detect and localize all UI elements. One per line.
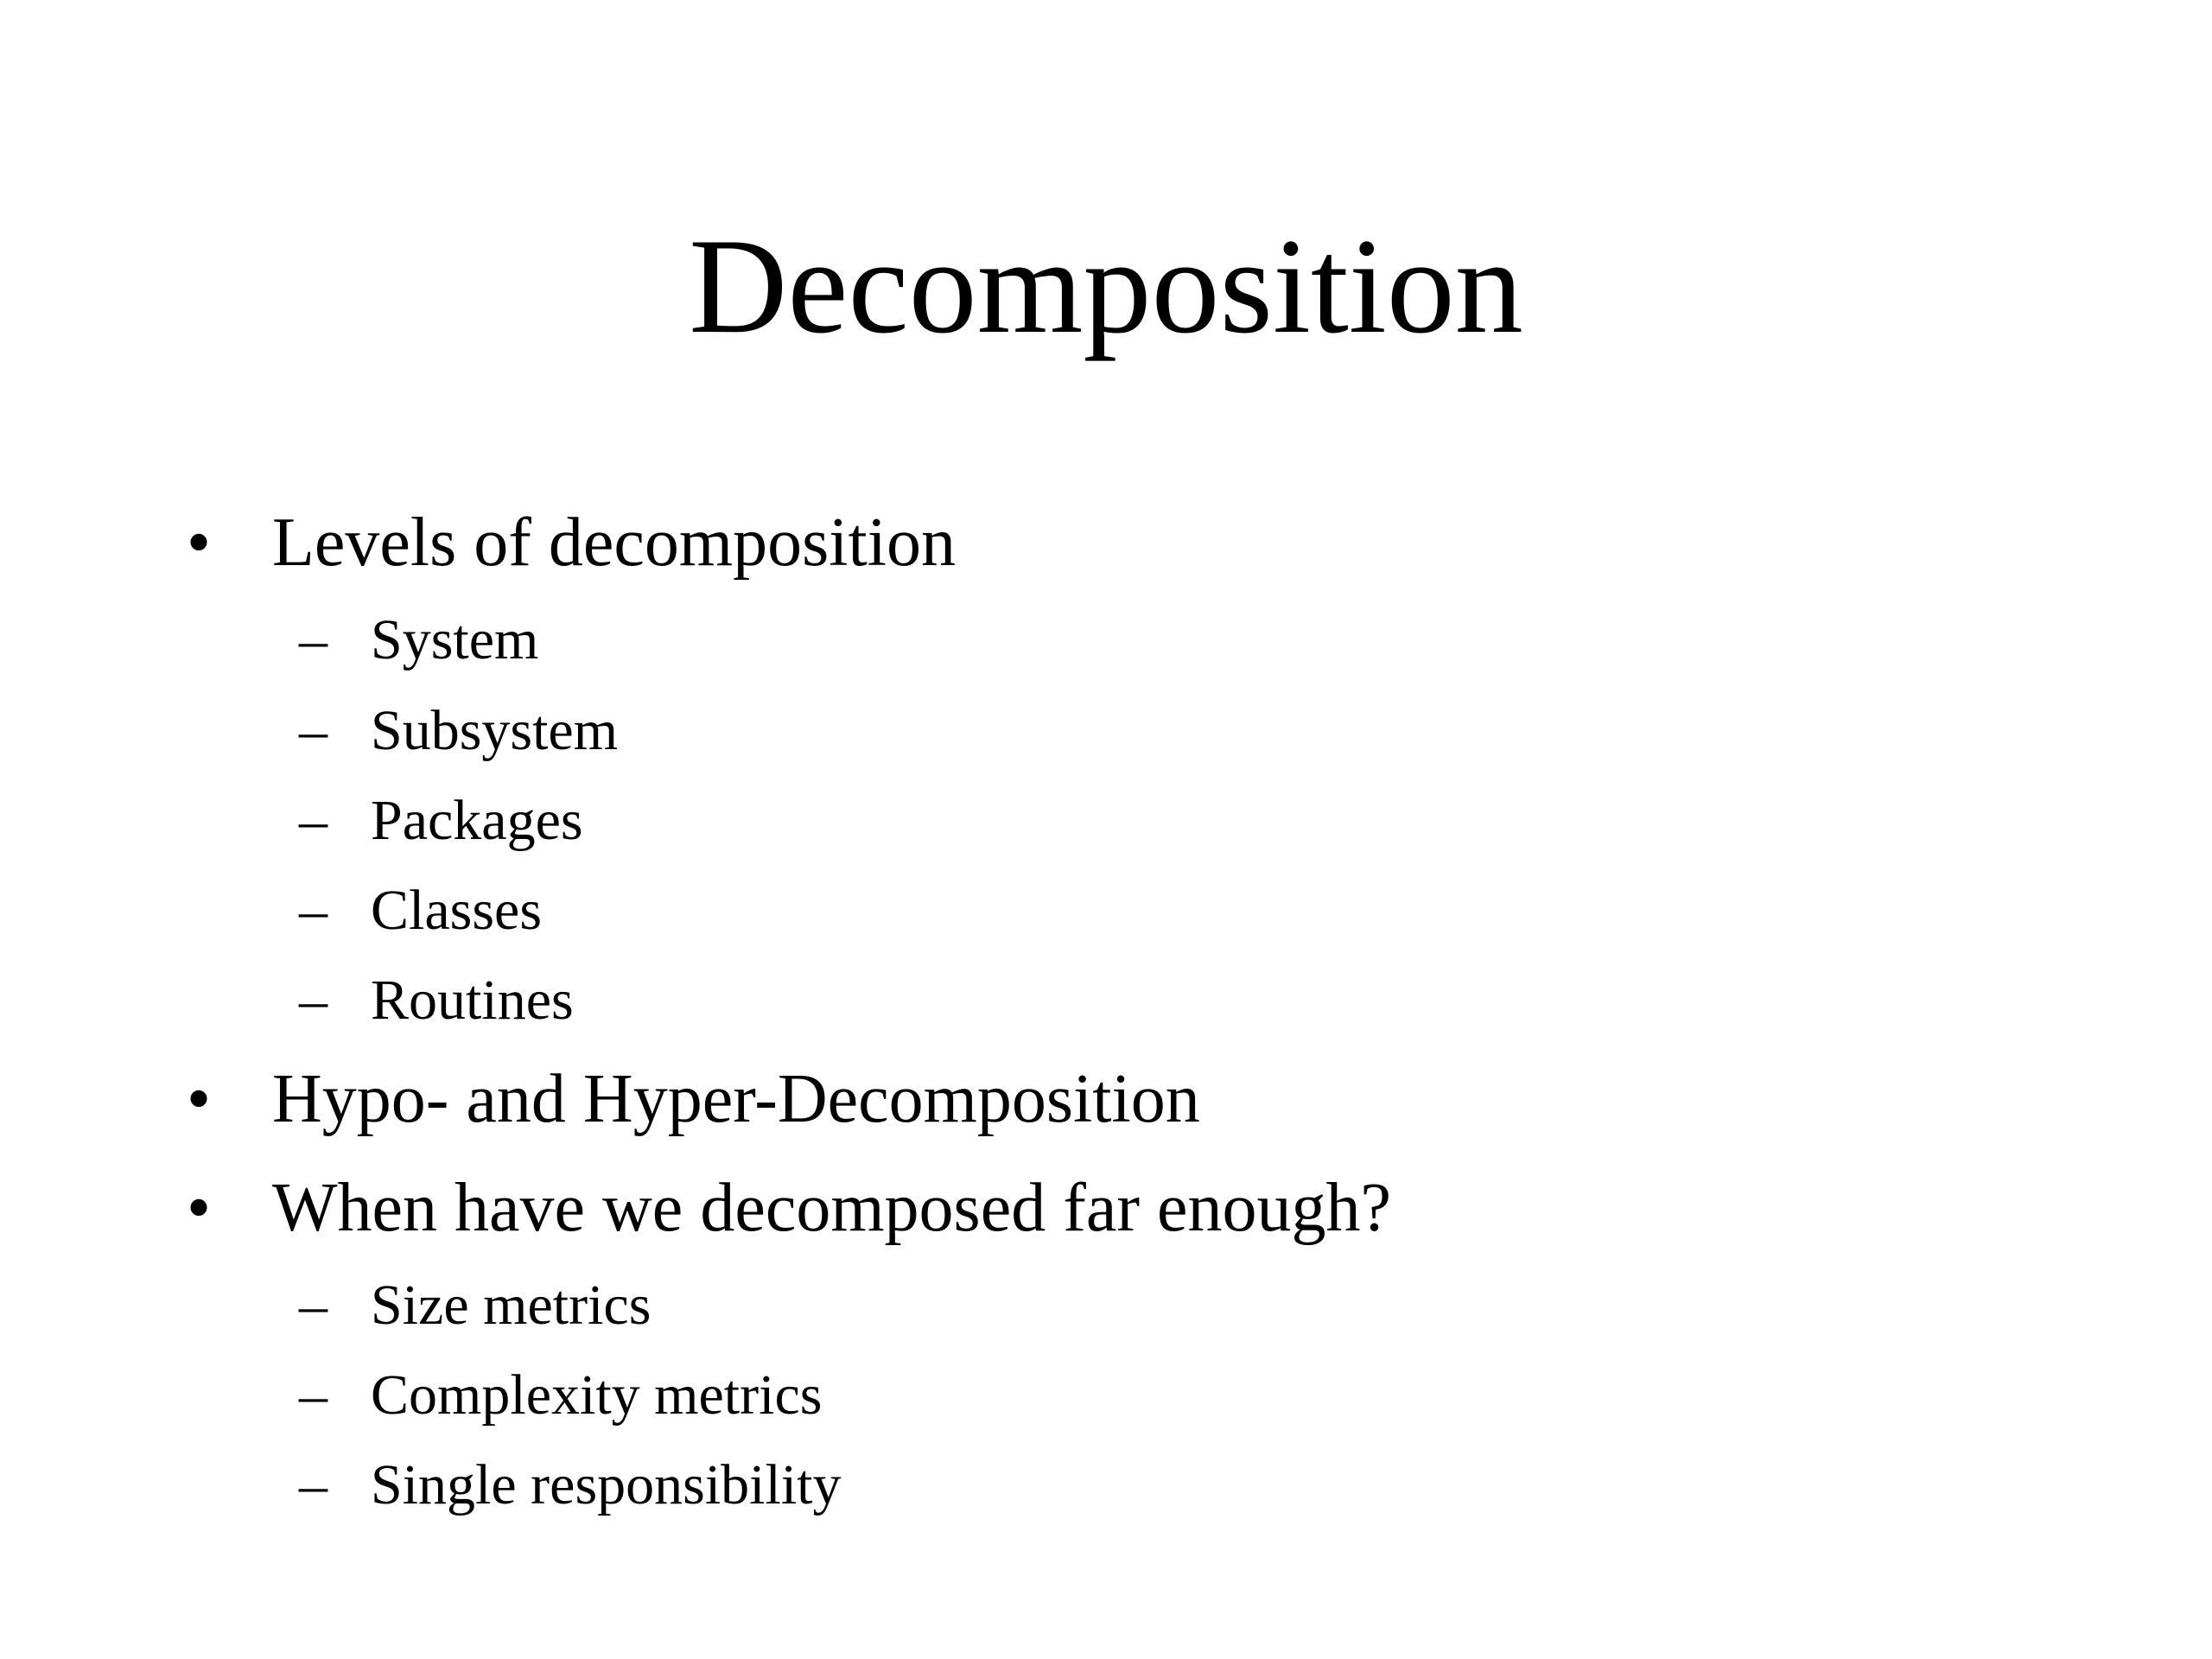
dash-marker: – bbox=[299, 608, 327, 671]
bullet-when-decomposed-enough: When have we decomposed far enough? bbox=[272, 1170, 1391, 1246]
dash-marker: – bbox=[299, 1274, 327, 1337]
subitem-single-responsibility: Single responsibility bbox=[371, 1453, 842, 1516]
dash-marker: – bbox=[299, 879, 327, 942]
bullet-hypo-hyper-decomposition: Hypo- and Hyper-Decomposition bbox=[272, 1061, 1200, 1137]
dash-marker: – bbox=[299, 699, 327, 762]
subitem-complexity-metrics: Complexity metrics bbox=[371, 1363, 823, 1427]
subitem-system: System bbox=[371, 608, 539, 671]
subitem-subsystem: Subsystem bbox=[371, 699, 619, 762]
subitem-classes: Classes bbox=[371, 879, 542, 942]
dash-marker: – bbox=[299, 969, 327, 1032]
slide-title: Decomposition bbox=[689, 211, 1523, 362]
bullet-marker: • bbox=[187, 1170, 212, 1246]
subitem-routines: Routines bbox=[371, 969, 574, 1032]
bullet-marker: • bbox=[187, 505, 212, 581]
dash-marker: – bbox=[299, 789, 327, 852]
subitem-size-metrics: Size metrics bbox=[371, 1274, 652, 1337]
subitem-packages: Packages bbox=[371, 789, 583, 852]
bullet-marker: • bbox=[187, 1061, 212, 1137]
bullet-levels-of-decomposition: Levels of decomposition bbox=[272, 505, 956, 581]
dash-marker: – bbox=[299, 1363, 327, 1427]
dash-marker: – bbox=[299, 1453, 327, 1516]
